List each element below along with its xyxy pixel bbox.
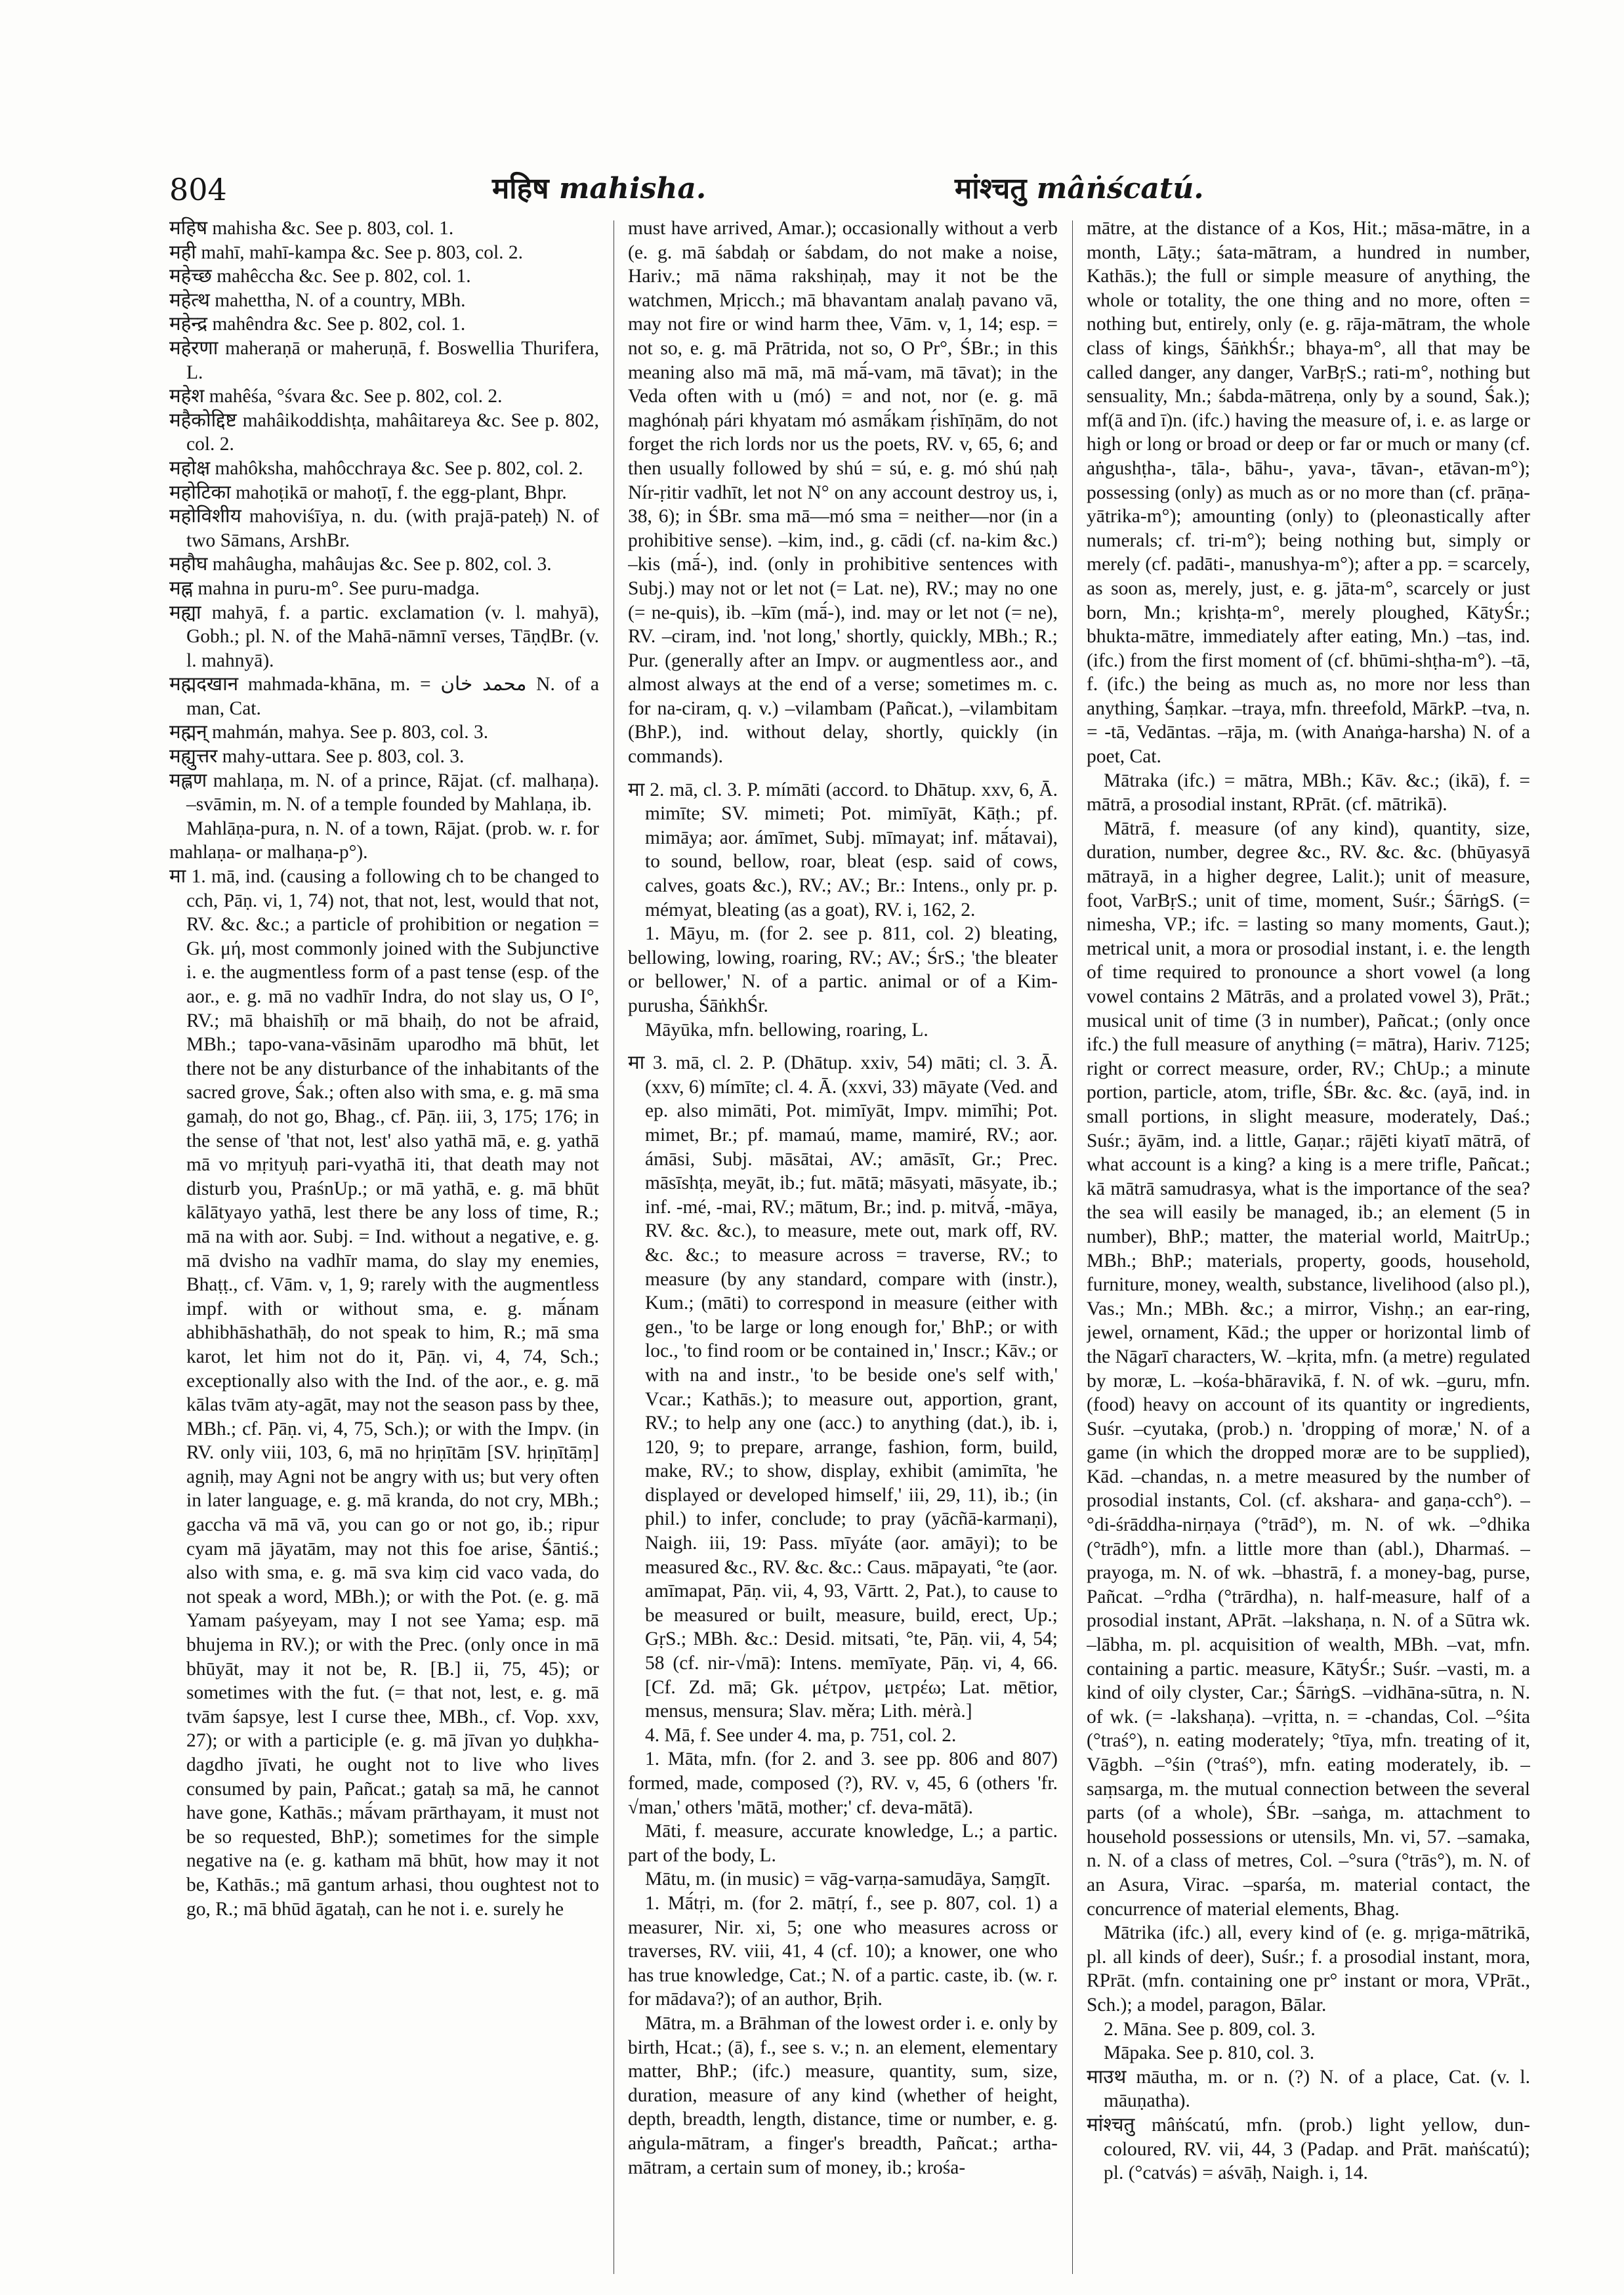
entry-maheccha: महेच्छ mahêccha &c. See p. 802, col. 1.	[169, 266, 471, 287]
entry-maherana: महेरणा maheraṇā or maheruṇā, f. Boswellia Thurifera, L.	[169, 337, 599, 383]
entry-mahotika: महोटिका mahoṭikā or mahoṭī, f. the egg-plant, Bhpr.	[169, 482, 567, 503]
entry-ma-1: मा 1. mā, ind. (causing a following ch to be changed to cch, Pāṇ. vi, 1, 74) not, that not, lest, would that not, RV. &c. &c.; a particle of prohibition or negation = Gk. μή, most commonly joined with the Subjunctive i. e. the augmentless form of a past tense (esp. of the aor., e. g. mā no vadhīr Indra, do not slay us, O I°, RV.; mā bhaishīḥ or mā bhaiḥ, do not be afraid, MBh.; tapo-vana-vāsinām uparodho mā bhūt, let there not be any disturbance of the inhabitants of the sacred grove, Śak.; often also with sma, e. g. mā sma gamaḥ, do not go, Bhag., cf. Pāṇ. iii, 3, 175; 176; in the sense of 'that not, lest' also yathā mā, e. g. yathā mā vo mṛityuḥ pari-vyathā iti, that death may not disturb you, PraśnUp.; or mā yathā, e. g. mā bhūt kālātyayo yathā, lest there be any loss of time, R.; mā na with aor. Subj. = Ind. without a negative, e. g. mā dvisho na vadhīr mama, do slay my enemies, Bhaṭṭ., cf. Vām. v, 1, 9; rarely with the augmentless impf. with or without sma, e. g. mā́nam abhibhāshathāḥ, do not speak to him, R.; mā sma karot, let him not do it, Pāṇ. vi, 4, 74, Sch.; exceptionally also with the Ind. of the aor., e. g. mā kālas tvām aty-agāt, may not the season pass by thee, MBh.; cf. Pāṇ. vi, 4, 75, Sch.); or with the Impv. (in RV. only viii, 103, 6, mā no hṛiṇītām [SV. hṛiṇītāṃ] agniḥ, may Agni not be angry with us; but very often in later language, e. g. mā kranda, do not cry, MBh.; gaccha vā mā vā, you can go or not go, ib.; ripur cyam mā jāyatām, may not this foe arise, Śāntiś.; also with sma, e. g. mā sva kiṃ cid vaco vada, do not speak a word, MBh.); or with the Pot. (e. g. mā Yamam paśyeyam, may I not see Yama; esp. mā bhujema in RV.); or with the Prec. (only once in mā bhūyāt, may it not be, R. [B.] ii, 75, 45); or sometimes with the fut. (= that not, lest, e. g. mā tvām śapsye, lest I curse thee, MBh., cf. Vop. xxv, 27); or with a participle (e. g. mā jīvan yo duḥkha-dagdho jīvati, he ought not to live who lives consumed by pain, Pañcat.; gataḥ sa mā, he cannot have gone, Kathās.; mā́vam prārthayam, it must not be so requested, BhP.); sometimes for the simple negative na (e. g. katham mā bhūt, how may it not be, Kathās.; mā gantum arhasi, thou oughtest not to go, R.; mā bhūd āgataḥ, can he not i. e. surely he	[169, 866, 599, 1920]
subentry-mati: Māti, f. measure, accurate knowledge, L.; a partic. part of the body, L.	[628, 1821, 1058, 1866]
entry-mahlana: मह्लण mahlaṇa, m. N. of a prince, Rājat. (cf. malhaṇa). –svāmin, m. N. of a temple founded by Mahlaṇa, ib.	[169, 770, 599, 816]
entry-ma-1-continued: must have arrived, Amar.); occasionally without a verb (e. g. mā śabdaḥ or śabdam, do not make a noise, Hariv.; mā nāma rakshiṇaḥ, may it not be the watchmen, Mṛicch.; mā bhavantam analaḥ pavano vā, may not fire or wind harm thee, Vām. v, 1, 14; esp. = not so, e. g. mā Prātrida, not so, O Pr°, ŚBr.; in this meaning also mā mā, mā mā́-vam, mā tāvat); in the Veda often with u (mó) = and not, nor (e. g. mā maghónaḥ pári khyatam mó asmā́kam ṛ́ishīṇām, do not forget the rich lords nor us the poets, RV. v, 65, 6; and then usually followed by shú = sú, e. g. mó shú ṇaḥ Nír-ṛitir vadhīt, let not N° on any account destroy us, i, 38, 6); in ŚBr. sma mā—mó sma = neither—nor (in a prohibitive sense). –kim, ind., g. cādi (cf. na-kim &c.) –kis (mā́-), ind. (only in prohibitive sentences with Subj.) may not or let not (= Lat. ne), RV.; may no one (= ne-quis), ib. –kīm (mā́-), ind. may or let not (= ne), RV. –ciram, ind. 'not long,' shortly, quickly, MBh.; R.; Pur. (generally after an Impv. or augmentless aor., and almost always at the end of a verse; sometimes m. c. for na-ciram, q. v.) –vilambam (Pañcat.), –vilambitam (BhP.), ind. without delay, shortly, quickly (in commands).	[628, 218, 1058, 768]
entry-mahy-uttara: मह्युत्तर mahy-uttara. See p. 803, col. 3.	[169, 746, 465, 768]
entry-ma-3: मा 3. mā, cl. 2. P. (Dhātup. xxiv, 54) māti; cl. 3. Ā. (xxv, 6) mímīte; cl. 4. Ā. (xxvi, 33) māyate (Ved. and ep. also mimāti, Pot. mimīyāt, Impv. mimīhi; Pot. mimet, Br.; pf. mamaú, mame, mamiré, RV.; aor. ámāsi, Subj. māsātai, AV.; amāsīt, Gr.; Prec. māsīshṭa, meyāt, ib.; fut. mātā; māsyati, māsyate, ib.; inf. -mé, -mai, RV.; mātum, Br.; ind. p. mitvā́, -māya, RV. &c. &c.), to measure, mete out, mark off, RV. &c. &c.; to measure across = traverse, RV.; to measure (by any standard, compare with (instr.), Kum.; (māti) to correspond in measure (either with gen., 'to be large or long enough for,' BhP.; or with loc., 'to find room or be contained in,' Inscr.; Kāv.; or with na and instr., 'to be beside one's self with,' Vcar.; Kathās.); to measure out, apportion, grant, RV.; to help any one (acc.) to anything (dat.), ib. i, 120, 9; to prepare, arrange, fashion, form, build, make, RV.; to show, display, exhibit (amimīta, 'he displayed or developed himself,' iii, 29, 11), ib.; (in phil.) to infer, conclude; to pray (yācñā-karmaṇi), Naigh. iii, 19: Pass. mīyáte (aor. amāyi); to be measured &c., RV. &c. &c.: Caus. māpayati, °te (aor. amīmapat, Pāṇ. vii, 4, 93, Vārtt. 2, Pat.), to cause to be measured or built, measure, build, erect, Up.; GṛS.; MBh. &c.: Desid. mitsati, °te, Pāṇ. vii, 4, 54; 58 (cf. nir-√mā): Intens. memīyate, Pāṇ. vi, 4, 66. [Cf. Zd. mā; Gk. μέτρον, μετρέω; Lat. mētior, mensus, mensura; Slav. měra; Lith. mėrà.]	[628, 1052, 1058, 1722]
entry-mahendra: महेन्द्र mahêndra &c. See p. 802, col. 1.	[169, 314, 466, 335]
middle-column	[628, 217, 1058, 2277]
entry-mahisha: महिष mahisha &c. See p. 803, col. 1.	[169, 218, 454, 239]
left-column	[169, 217, 599, 2277]
right-head-devanagari: मांश्चतु	[955, 172, 1027, 205]
subentry-matri: 1. Mā́tṛi, m. (for 2. mātṛí, f., see p. 807, col. 1) a measurer, Nir. xi, 5; one who measures across or traverses, RV. viii, 41, 4 (cf. 10); a knower, one who has true knowledge, Cat.; N. of a partic. caste, ib. (w. r. for mādava?); of an author, Bṛih.	[628, 1892, 1058, 2010]
entry-mautha: माउथ māutha, m. or n. (?) N. of a place, Cat. (v. l. māuṇatha).	[1087, 2066, 1530, 2112]
entry-mahmada-khana: मह्मदखान mahmada-khāna, m. = محمد خان N. of a man, Cat.	[169, 674, 599, 719]
subentry-matrika: Mātrika (ifc.) all, every kind of (e. g. mṛiga-mātrikā, pl. all kinds of deer), Suśr.; f. a prosodial instant, mora, RPrāt. (mfn. containing one pr° instant or mora, VPrāt., Sch.); a model, paragon, Bālar.	[1087, 1922, 1530, 2016]
left-running-head	[492, 172, 707, 205]
right-head-word: mâṅścatú.	[1036, 172, 1204, 205]
subentry-mayu: 1. Māyu, m. (for 2. see p. 811, col. 2) bleating, bellowing, lowing, roaring, RV.; AV.; ŚrS.; 'the bleater or bellower,' N. of a partic. animal or of a Kim-purusha, ŚāṅkhŚr.	[628, 923, 1058, 1016]
left-head-word: mahisha.	[558, 172, 707, 205]
subentry-matra-f: Mātrā, f. measure (of any kind), quantity, size, duration, number, degree &c., RV. &c. &c. (bhūyasyā mātrayā, in a higher degree, Lalit.); unit of measure, foot, VarBṛS.; unit of time, moment, Suśr.; ŚārṅgS. (= nimesha, VP.; ifc. = lasting so many moments, Gaut.); metrical unit, a mora or prosodial instant, i. e. the length of time required to pronounce a short vowel (a long vowel contains 2 Mātrās, and a prolated vowel 3), Prāt.; musical unit of time (3 in number), Pañcat.; (only once ifc.) the full measure of anything (= mātra), Hariv. 7125; right or correct measure, order, RV.; ChUp.; a minute portion, particle, atom, trifle, ŚBr. &c. &c. (ayā, ind. in small portions, in slight measure, moderately, Daś.; Suśr.; āyām, ind. a little, Gaṇar.; rājēti kiyatī mātrā, of what account is a king? a king is a mere trifle, Pañcat.; kā mātrā samudrasya, what is the importance of the sea? the sea will easily be managed, ib.; an element (5 in number), BhP.; matter, the material world, MaitrUp.; MBh.; BhP.; materials, property, goods, household, furniture, money, wealth, substance, livelihood (also pl.), Vas.; Mn.; MBh. &c.; a mirror, Vishṇ.; an ear-ring, jewel, ornament, Kād.; the upper or horizontal limb of the Nāgarī characters, W. –kṛita, mfn. (a metre) regulated by moræ, L. –kośa-bhāravikā, f. N. of wk. –guru, mfn. (food) heavy on account of its quantity or ingredients, Suśr. –cyutaka, (prob.) n. 'dropping of moræ,' N. of a game (in which the dropped moræ are to be supplied), Kād. –chandas, n. a metre measured by the number of prosodial instants, Col. (cf. akshara- and gaṇa-cch°). –°di-śrāddha-nirṇaya (°trād°), m. N. of wk. –°dhika (°trādh°), mfn. a little more than (abl.), Dharmaś. –prayoga, m. N. of wk. –bhastrā, f. a money-bag, purse, Pañcat. –°rdha (°trārdha), n. half-measure, half of a prosodial instant, APrāt. –lakshaṇa, n. N. of a Sūtra wk. –lābha, m. pl. acquisition of wealth, MBh. –vat, mfn. containing a partic. measure, KātyŚr.; Suśr. –vasti, m. a kind of oily clyster, Car.; ŚārṅgS. –vidhāna-sūtra, n. N. of wk. (= -lakshaṇa). –vṛitta, n. = -chandas, Col. –°śita (°traś°), n. eating moderately; °tīya, mfn. treating of it, Vāgbh. –°śin (°traś°), mfn. eating moderately, ib. –saṃsarga, m. the mutual connection between the several parts (of a whole), ŚBr. –saṅga, m. attachment to household possessions or utensils, Mn. vi, 57. –samaka, n. N. of a class of metres, Col. –°sura (°trās°), m. N. of an Asura, Virac. –sparśa, m. material contact, the concurrence of material elements, Bhag.	[1087, 817, 1530, 1920]
entry-mahman: मह्मन् mahmán, mahya. See p. 803, col. 3.	[169, 722, 489, 743]
entry-ma-2: मा 2. mā, cl. 3. P. mímāti (accord. to Dhātup. xxv, 6, Ā. mimīte; SV. mimeti; Pot. mimīyāt, Kāṭh.; pf. mimāya; aor. ámīmet, Subj. mīmayat; inf. mā́tavai), to sound, bellow, roar, bleat (esp. said of cows, calves, goats &c.), RV.; AV.; Br.: Intens., only pr. p. mémyat, bleating (as a goat), RV. i, 162, 2.	[628, 779, 1058, 920]
column-rule	[1072, 220, 1073, 2274]
subentry-mapaka: Māpaka. See p. 810, col. 3.	[1104, 2042, 1315, 2064]
right-running-head	[955, 172, 1204, 205]
subentry-matu: Mātu, m. (in music) = vāg-varṇa-samudāya, Saṃgīt.	[645, 1869, 1051, 1890]
entry-mahaikoddishta: महैकोद्दिष्ट mahâikoddishṭa, mahâitareya &c. See p. 802, col. 2.	[169, 409, 599, 455]
entry-mahoksha: महोक्ष mahôksha, mahôcchraya &c. See p. 802, col. 2.	[169, 457, 583, 479]
subentry-mayuka: Māyūka, mfn. bellowing, roaring, L.	[645, 1019, 928, 1041]
page-number: 804	[169, 172, 227, 207]
entry-mahna: मह्न mahna in puru-m°. See puru-madga.	[169, 577, 480, 599]
subentry-mana: 2. Māna. See p. 809, col. 3.	[1104, 2018, 1316, 2040]
subentry-ma-4: 4. Mā, f. See under 4. ma, p. 751, col. 2.	[645, 1724, 957, 1746]
entry-manscatu: मांश्चतु mâṅścatú, mfn. (prob.) light yellow, dun-coloured, RV. vii, 44, 3 (Padap. and Prāt. maṅścatú); pl. (°catvás) = aśvāḥ, Naigh. i, 14.	[1087, 2114, 1530, 2184]
subentry-matra: Mātra, m. a Brāhman of the lowest order i. e. only by birth, Hcat.; (ā), f., see s. v.; n. an element, elementary matter, BhP.; (ifc.) measure, quantity, sum, size, duration, measure of any kind (whether of height, depth, breadth, length, distance, time or number, e. g. aṅgula-mātram, a finger's breadth, Pañcat.; artha-mātram, a certain sum of money, ib.; krośa-	[628, 2012, 1058, 2178]
left-head-devanagari: महिष	[492, 172, 549, 205]
entry-mahya: मह्या mahyā, f. a partic. exclamation (v. l. mahyā), Gobh.; pl. N. of the Mahā-nāmnī verses, TāṇḍBr. (v. l. mahnyā).	[169, 602, 599, 671]
entry-mahettha: महेत्थ mahettha, N. of a country, MBh.	[169, 289, 466, 311]
right-column	[1087, 217, 1530, 2277]
subentry-mata: 1. Māta, mfn. (for 2. and 3. see pp. 806 and 807) formed, made, composed (?), RV. v, 45, 6 (others 'fr. √man,' others 'mātā, mother;' cf. deva-mātā).	[628, 1748, 1058, 1818]
entry-mahesa: महेश mahêśa, °śvara &c. See p. 802, col. 2.	[169, 386, 503, 407]
subentry-matra-continued: mātre, at the distance of a Kos, Hit.; māsa-mātre, in a month, Lāṭy.; śata-mātram, a hundred in number, Kathās.); the full or simple measure of anything, the whole or totality, the one thing and no more, often = nothing but, entirely, only (e. g. rāja-mātram, the whole class of kings, ŚāṅkhŚr.; bhaya-m°, all that may be called danger, any danger, VarBṛS.; rati-m°, nothing but sensuality, Mn.; śabda-mātreṇa, only by a sound, Śak.); mf(ā and ī)n. (ifc.) having the measure of, i. e. as large or high or long or broad or deep or far or much or many (cf. aṅgushṭha-, tāla-, bāhu-, yava-, tāvan-, etāvan-m°); possessing (only) as much as or no more than (cf. prāṇa-yātrika-m°); amounting (only) to (pleonastically after numerals; cf. tri-m°); being nothing but, simply or merely (cf. padāti-, manushya-m°); after a pp. = scarcely, as soon as, merely, just, e. g. jāta-m°, scarcely or just born, Mn.; kṛishṭa-m°, merely ploughed, KātyŚr.; bhukta-mātre, immediately after eating, Mn.) –tas, ind. (ifc.) from the first moment of (cf. bhūmi-shṭha-m°). –tā, f. (ifc.) the being as much as, no more nor less than anything, Śaṃkar. –traya, mfn. threefold, MārkP. –tva, n. = -tā, Vedāntas. –rāja, m. (with Anaṅga-harsha) N. of a poet, Cat.	[1087, 218, 1530, 768]
entry-mahi: मही mahī, mahī-kampa &c. See p. 803, col. 2.	[169, 241, 524, 263]
entry-mahovisiya: महोविशीय mahoviśīya, n. du. (with prajā-pateḥ) N. of two Sāmans, ArshBr.	[169, 506, 599, 551]
subentry-matraka: Mātraka (ifc.) = mātra, MBh.; Kāv. &c.; (ikā), f. = mātrā, a prosodial instant, RPrāt. (cf. mātrikā).	[1087, 770, 1530, 816]
entry-mahaugha: महौघ mahâugha, mahâujas &c. See p. 802, col. 3.	[169, 554, 552, 575]
subentry-mahlana-pura: Mahlāṇa-pura, n. N. of a town, Rājat. (prob. w. r. for mahlaṇa- or malhaṇa-p°).	[169, 817, 599, 863]
